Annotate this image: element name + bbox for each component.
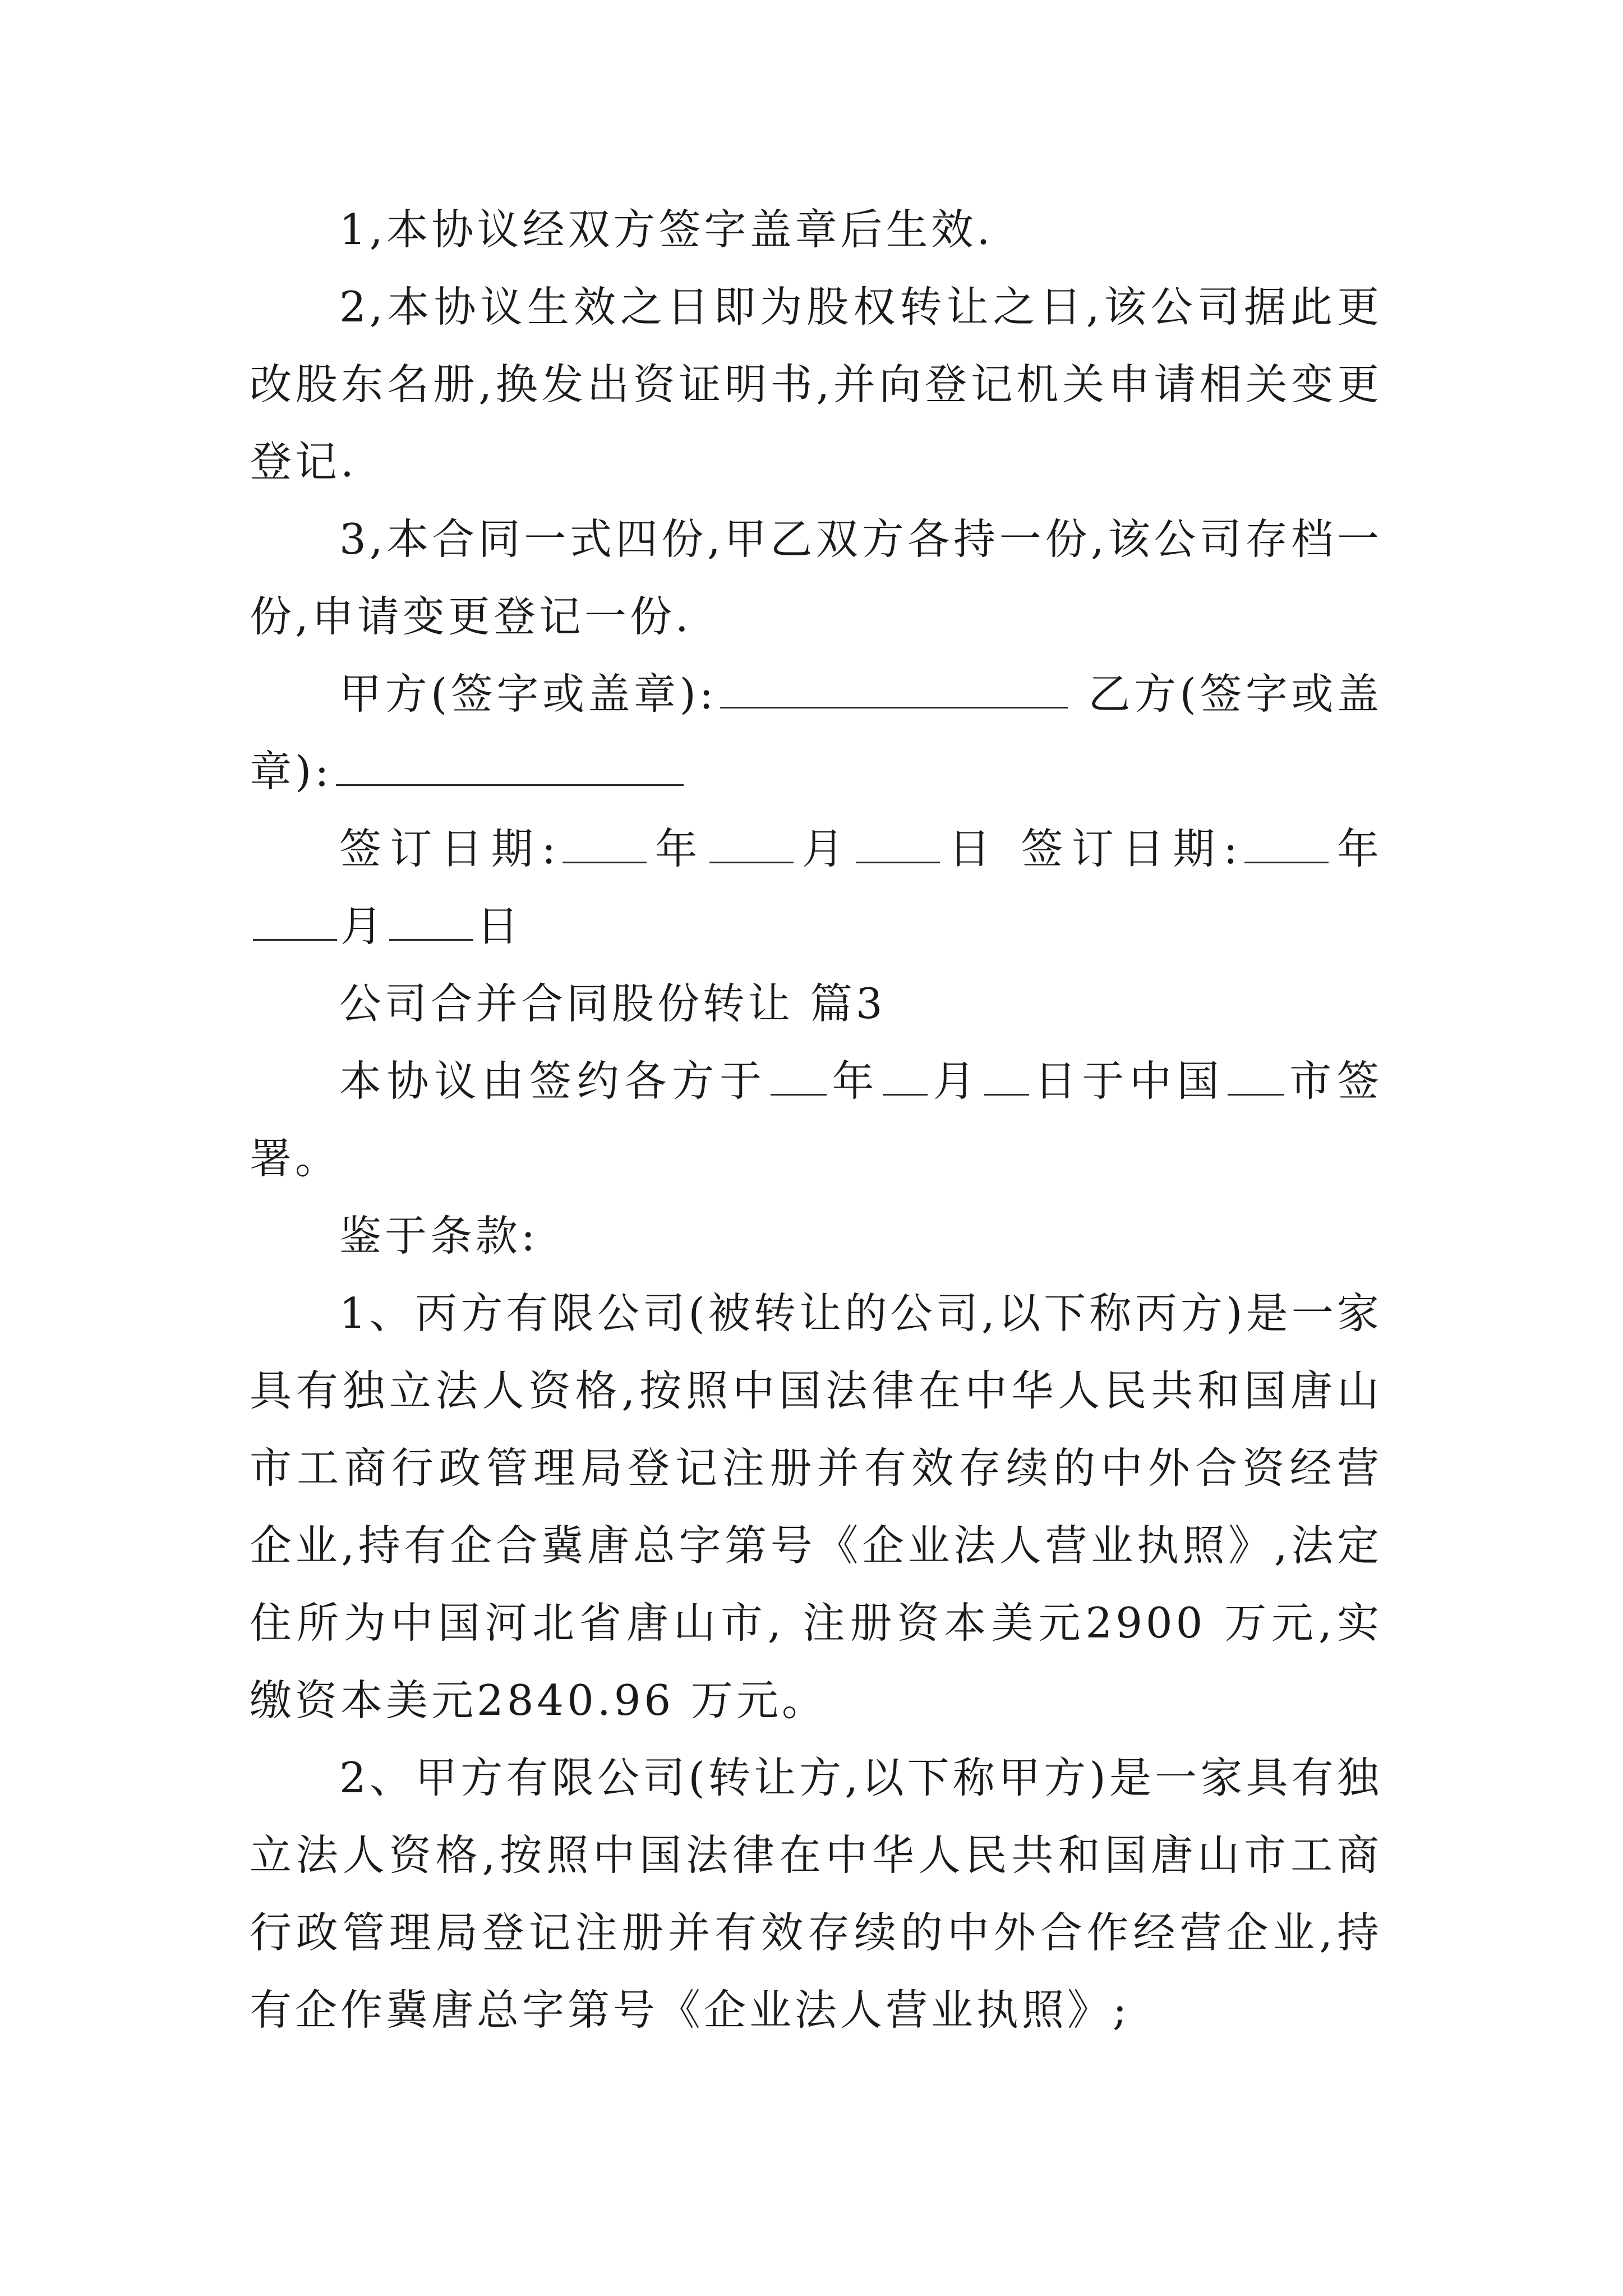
year-blank [562, 821, 647, 863]
day-label-2: 日 [477, 901, 523, 951]
whereas-clause-1: 1、丙方有限公司(被转让的公司,以下称丙方)是一家具有独立法人资格,按照中国法律在中华人民共和国唐山市工商行政管理局登记注册并有效存续的中外合资经营企业,持有企合冀唐总字第号《企业法人营业执照》,法定住所为中国河北省唐山市, 注册资本美元2900 万元,实缴资本美元2840.96 万元。 [250, 1289, 1382, 1725]
day-label: 日 [943, 824, 999, 873]
year-blank-2 [1244, 821, 1329, 863]
party-b-signature-blank [336, 744, 684, 786]
clause-copies: 3,本合同一式四份,甲乙双方各持一份,该公司存档一份,申请变更登记一份. [250, 514, 1382, 641]
whereas-clause-2: 2、甲方有限公司(转让方,以下称甲方)是一家具有独立法人资格,按照中国法律在中华人民共和国唐山市工商行政管理局登记注册并有效存续的中外合作经营企业,持有企作冀唐总字第号《企业法人营业执照》; [250, 1753, 1382, 2035]
agreement-intro [250, 1042, 1382, 1197]
month-blank-2 [253, 899, 337, 941]
intro-city-blank [1228, 1053, 1284, 1096]
intro-text-a: 本协议由签约各方于 [339, 1056, 767, 1106]
sign-date-label-2: 签订日期: [1021, 824, 1241, 873]
day-blank-2 [389, 899, 473, 941]
intro-day-blank [984, 1053, 1029, 1096]
party-b-signature-label: 乙方(签字或盖章): [250, 669, 1382, 796]
clause-effective: 1,本协议经双方签字盖章后生效. [339, 205, 994, 254]
intro-year-blank [771, 1053, 827, 1096]
signature-line [250, 655, 1382, 810]
month-label-2: 月 [340, 901, 386, 951]
section-title: 公司合并合同股份转让 篇3 [339, 979, 886, 1028]
party-a-signature-label: 甲方(签字或盖章): [339, 669, 717, 719]
party-a-signature-blank [720, 666, 1068, 708]
intro-text-c: 市签署。 [250, 1056, 1382, 1183]
clause-transfer-date: 2,本协议生效之日即为股权转让之日,该公司据此更改股东名册,换发出资证明书,并向登记机关申请相关变更登记. [250, 282, 1382, 486]
document-body [250, 191, 1382, 2049]
month-label: 月 [796, 824, 853, 873]
month-blank [709, 821, 794, 863]
intro-month-label: 月 [931, 1056, 981, 1106]
intro-text-b: 日于中国 [1032, 1056, 1225, 1106]
sign-date-label-1: 签订日期: [339, 824, 560, 873]
intro-year-label: 年 [829, 1056, 880, 1106]
sign-date-line [250, 810, 1382, 965]
intro-month-blank [883, 1053, 928, 1096]
day-blank [856, 821, 940, 863]
year-label-2: 年 [1331, 824, 1382, 873]
whereas-heading: 鉴于条款: [339, 1211, 539, 1260]
year-label: 年 [650, 824, 706, 873]
